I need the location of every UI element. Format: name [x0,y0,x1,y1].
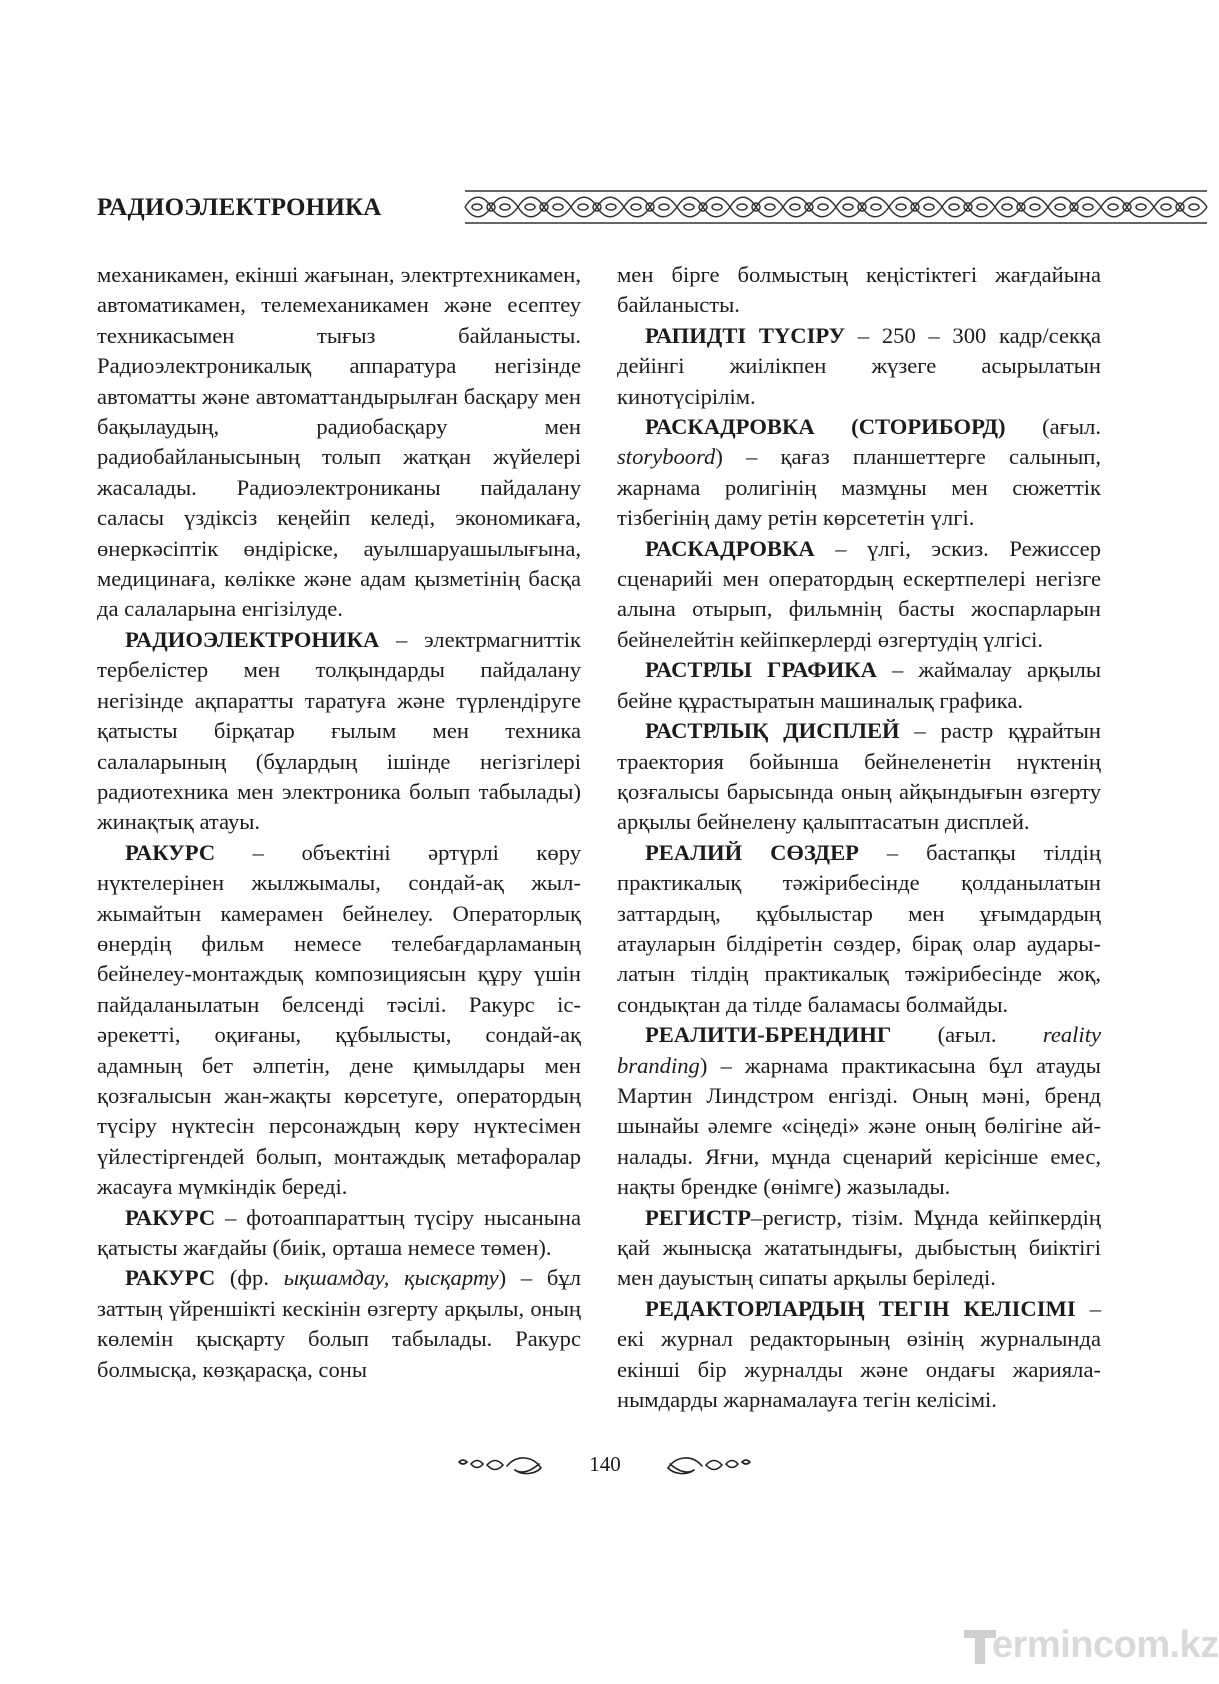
entry-definition: – екі журнал редакторының өзінің журналында екінші бір журналды және ондағы жарияланымдарды жарнамалауға тегін келісімі. [617,1295,1101,1413]
dictionary-entry [617,655,1101,716]
entry-definition: – 250 – 300 кадр/секқа дейінгі жиілікпен жүзеге асырылатын кинотүсірілім. [617,322,1102,409]
entry-definition: –регистр, тізім. Мұнда кейіпкердің қай жынысқа жататындығы, дыбыстың биіктігі мен дауыстың сипаты арқылы беріледі. [617,1204,1101,1291]
entry-term: РЕАЛИТИ-БРЕНДИНГ [645,1022,892,1048]
dictionary-entry: РАСКАДРОВКА (СТОРИБОРД) (ағыл. storyboord) – қағаз планшеттерге салынып, жарнама ролигінің мазмұны мен сюжеттік тізбегінің даму ретін көрсететін үлгі. [617,414,1101,531]
entry-definition: ) – қағаз планшеттерге салынып, жарнама ролигінің мазмұны мен сюжеттік тізбегінің даму ретін көрсететін үлгі. [617,444,1101,531]
entry-definition: – үлгі, эскиз. Режиссер сценарийі мен оператордың ескертпелері негізге алына отырып, фильмнің басты жоспарларын бейнелейтін кейіпкерлерді өзгертудің үлгісі. [617,535,1101,652]
entry-term: РЕДАКТОРЛАРДЫҢ ТЕГІН КЕЛІСІМІ [645,1295,1076,1321]
dictionary-entry: РЕАЛИТИ-БРЕНДИНГ (ағыл. reality branding) – жарнама практикасына бұл атауды Мартин Линдстром енгізді. Оның мәні, бренд шынайы әлемге «сіңеді» және оның бөлігіне айналады. Яғни, мұнда сценарий керісінше емес, нақты брендке (өнімге) жазылады. [617,1022,1101,1200]
entry-term: РАСТРЛЫҚ ДИСПЛЕЙ [645,718,900,744]
entry-definition: – жаймалау арқылы бейне құрастыратын машиналық графика. [617,657,1101,713]
dictionary-entry: РАКУРС (фр. ықшамдау, қысқарту) – бұл заттың үйреншікті кескінін өзгерту арқылы, оның көлемін қысқарту болып табылады. Ракурс болмысқа, көзқарасқа, соны [97,1265,582,1382]
page-number: 140 [589,1452,621,1476]
entry-definition: – объектіні әртүрлі көру нүктелерінен жылжымалы, сондай-ақ жылжымайтын камерамен бейнелеу. Операторлық өнердің фильм немесе телебағдарламаның бейнелеу-монтаждық композициясын құру үшін пайдаланылатын белсенді тәсілі. Ракурс іс-әрекетті, оқиғаны, құбылысты, сондай-ақ адамның бет әлпетін, дене қимылдары мен қозғалысын жан-жақты көрсетуге, оператордың түсіру нүктесін персонаждың көру нүктесімен үйлестіргендей болып, монтаждық метафоралар жасауға мүмкіндік береді. [97,839,581,1200]
entry-term: РАСКАДРОВКА [645,535,815,561]
entry-term: РАКУРС [125,1204,216,1230]
running-header-title: РАДИОЭЛЕКТРОНИКА [97,194,382,221]
entry-term: РАСТРЛЫ ГРАФИКА [645,657,877,683]
left-column [97,260,581,1385]
paragraph: механикамен, екінші жағынан, электртехникамен, автоматикамен, телемеханикамен және есептеу техникасымен тығыз байланысты. Радиоэлектроникалық аппаратура негізінде автоматты және автоматтандырылған басқару мен бақылаудың, радиобасқару мен радиобайланысының толып жатқан жүйелері жасалады. Радиоэлектрониканы пайдалану саласы үздіксіз кеңейіп келеді, экономикаға, өнеркәсіптік өндіріске, ауылшаруашылығына, медицинаға, көлікке және адам қызметінің басқа да салаларына енгізілуде. [97,262,581,622]
dictionary-entry [617,1203,1101,1294]
entry-definition: ) – бұл заттың үйреншікті кескінін өзгерту арқылы, оның көлемін қысқарту болып табылады. Ракурс болмысқа, көзқарасқа, соны [97,1265,582,1382]
entry-term: РАСКАДРОВКА (СТОРИБОРД) [645,414,1006,440]
dictionary-entry [617,716,1101,838]
dictionary-entry [617,1294,1101,1416]
entry-term: РЕАЛИЙ СӨЗДЕР [645,839,859,865]
dictionary-entry [617,534,1101,656]
entry-definition: – бастапқы тілдің практикалық тәжірибесінде қолданылатын заттардың, құбылыстар мен ұғымдардың атауларын білдіретін сөздер, бірақ олар аударылатын тілдің практикалық тәжірибесінде жоқ, сондықтан да тілде баламасы болмайды. [617,839,1101,1017]
entry-term: РАПИДТІ ТҮСІРУ [645,322,846,348]
entry-term: РАКУРС [125,839,216,865]
entry-etymology: reality branding [617,1022,1101,1078]
watermark [964,1624,1219,1668]
dictionary-entry [617,321,1101,412]
entry-etymology: ықшамдау, қысқарту [283,1265,499,1291]
entry-definition: – электрмагниттік тербелістер мен толқындарды пайдалану негізінде ақпаратты таратуға және түрлендіруге қатысты бірқатар ғылым мен техника салаларының (бұлардың ішінде негізгілері радиотехника мен электроника болып табылады) жинақтық атауы. [97,626,581,835]
entry-definition: – фотоаппараттың түсіру нысанына қатысты жағдайы (биік, орташа немесе төмен). [97,1204,581,1260]
paragraph: мен бірге болмыстың кеңістіктегі жағдайына байланысты. [617,262,1101,318]
footer-ornament-right-icon [662,1452,754,1480]
entry-term: РАДИОЭЛЕКТРОНИКА [125,626,380,652]
entry-term: РЕГИСТР [645,1204,752,1230]
dictionary-entry [97,625,581,838]
running-header [97,190,1107,228]
entry-definition: ) – жарнама практикасына бұл атауды Мартин Линдстром енгізді. Оның мәні, бренд шынайы әлемге «сіңеді» және оның бөлігіне айналады. Яғни, мұнда сценарий керісінше емес, нақты брендке (өнімге) жазылады. [617,1052,1101,1200]
dictionary-entry [97,1203,581,1264]
entry-term: РАКУРС [125,1265,216,1291]
footer-ornament-left-icon [455,1452,547,1480]
header-ornament [465,190,1207,224]
dictionary-entry [97,838,581,1203]
dictionary-entry [617,838,1101,1020]
page-footer [0,1444,1191,1484]
entry-definition: – растр құрайтын траектория бойынша бейнеленетін нүктенің қозғалысы барысында оның айқындығын өзгерту арқылы бейнелену қалыптасатын дисплей. [617,718,1101,835]
entry-etymology: storyboord [617,444,716,470]
watermark-text: ermincom.kz [992,1624,1219,1666]
right-column [617,260,1101,1415]
